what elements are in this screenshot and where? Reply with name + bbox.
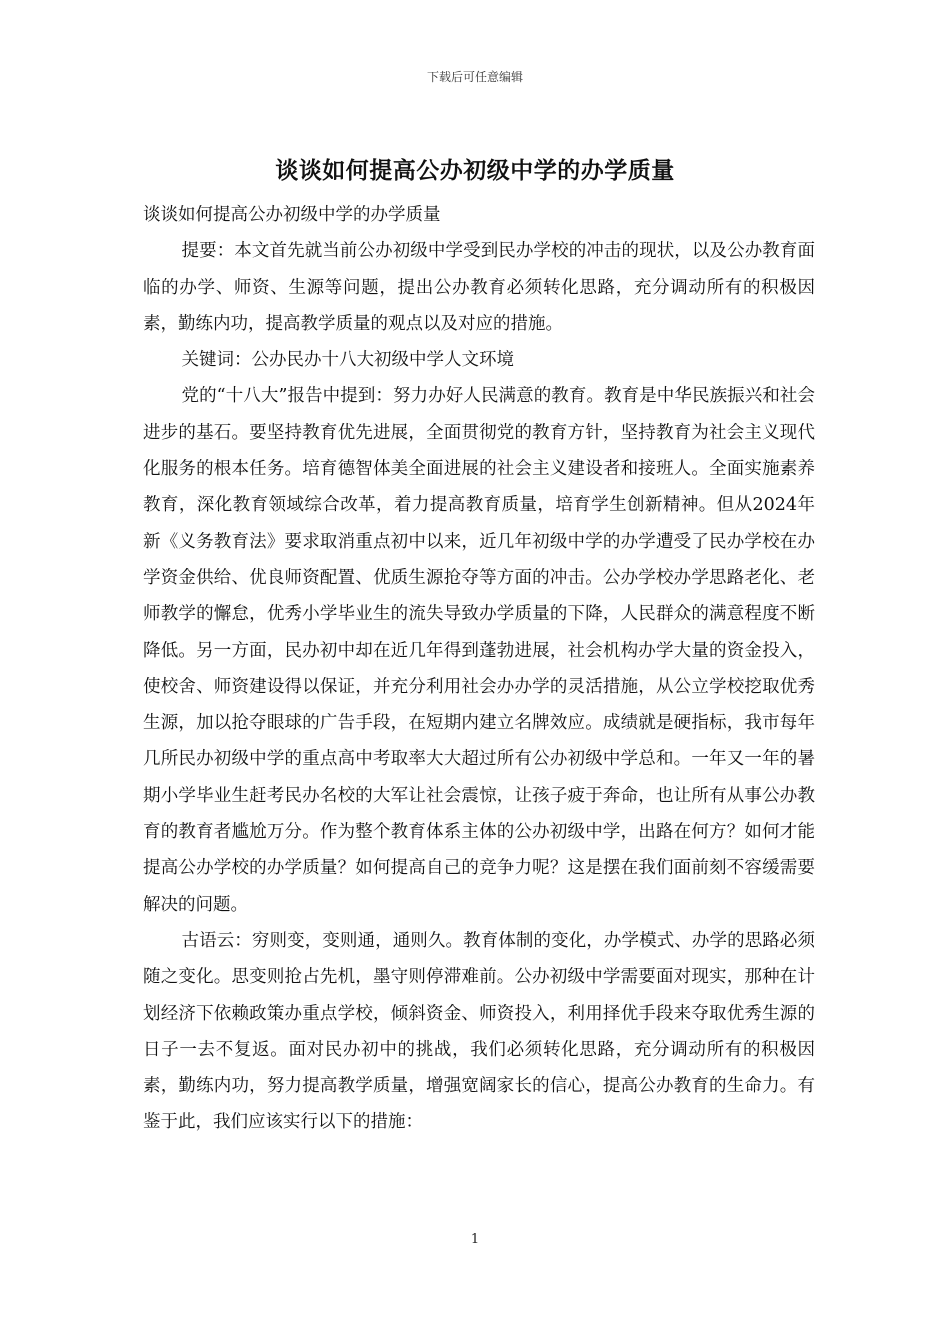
page-number: 1 — [470, 1232, 480, 1247]
body-paragraph: 古语云：穷则变，变则通，通则久。教育体制的变化，办学模式、办学的思路必须随之变化。思变则抢占先机，墨守则停滞难前。公办初级中学需要面对现实，那种在计划经济下依赖政策办重点学校，倾斜资金、师资投入，利用择优手段来夺取优秀生源的日子一去不复返。面对民办初中的挑战，我们必须转化思路，充分调动所有的积极因素，勤练内功，努力提高教学质量，增强宽阔家长的信心，提高公办教育的生命力。有鉴于此，我们应该实行以下的措施： — [143, 930, 815, 1133]
abstract-paragraph: 提要：本文首先就当前公办初级中学受到民办学校的冲击的现状，以及公办教育面临的办学、师资、生源等问题，提出公办教育必须转化思路，充分调动所有的积极因素，勤练内功，提高教学质量的观点以及对应的措施。 — [143, 241, 815, 334]
document-body — [143, 197, 815, 1141]
subtitle: 谈谈如何提高公办初级中学的办学质量 — [143, 205, 441, 225]
body-paragraph: 党的“十八大”报告中提到：努力办好人民满意的教育。教育是中华民族振兴和社会进步的基石。要坚持教育优先进展，全面贯彻党的教育方针，坚持教育为社会主义现代化服务的根本任务。培育德智体美全面进展的社会主义建设者和接班人。全面实施素养教育，深化教育领域综合改革，着力提高教育质量，培育学生创新精神。但从2024年新《义务教育法》要求取消重点初中以来，近几年初级中学的办学遭受了民办学校在办学资金供给、优良师资配置、优质生源抢夺等方面的冲击。公办学校办学思路老化、老师教学的懈怠，优秀小学毕业生的流失导致办学质量的下降，人民群众的满意程度不断降低。另一方面，民办初中却在近几年得到蓬勃进展，社会机构办学大量的资金投入，使校舍、师资建设得以保证，并充分利用社会办办学的灵活措施，从公立学校挖取优秀生源，加以抢夺眼球的广告手段，在短期内建立名牌效应。成绩就是硬指标，我市每年几所民办初级中学的重点高中考取率大大超过所有公办初级中学总和。一年又一年的暑期小学毕业生赶考民办名校的大军让社会震惊，让孩子疲于奔命，也让所有从事公办教育的教育者尴尬万分。作为整个教育体系主体的公办初级中学，出路在何方？如何才能提高公办学校的办学质量？如何提高自己的竞争力呢？这是摆在我们面前刻不容缓需要解决的问题。 — [143, 386, 815, 915]
keywords-line: 关键词：公办民办十八大初级中学人文环境 — [181, 350, 514, 371]
document-title: 谈谈如何提高公办初级中学的办学质量 — [275, 157, 675, 184]
header-note: 下载后可任意编辑 — [426, 70, 523, 84]
